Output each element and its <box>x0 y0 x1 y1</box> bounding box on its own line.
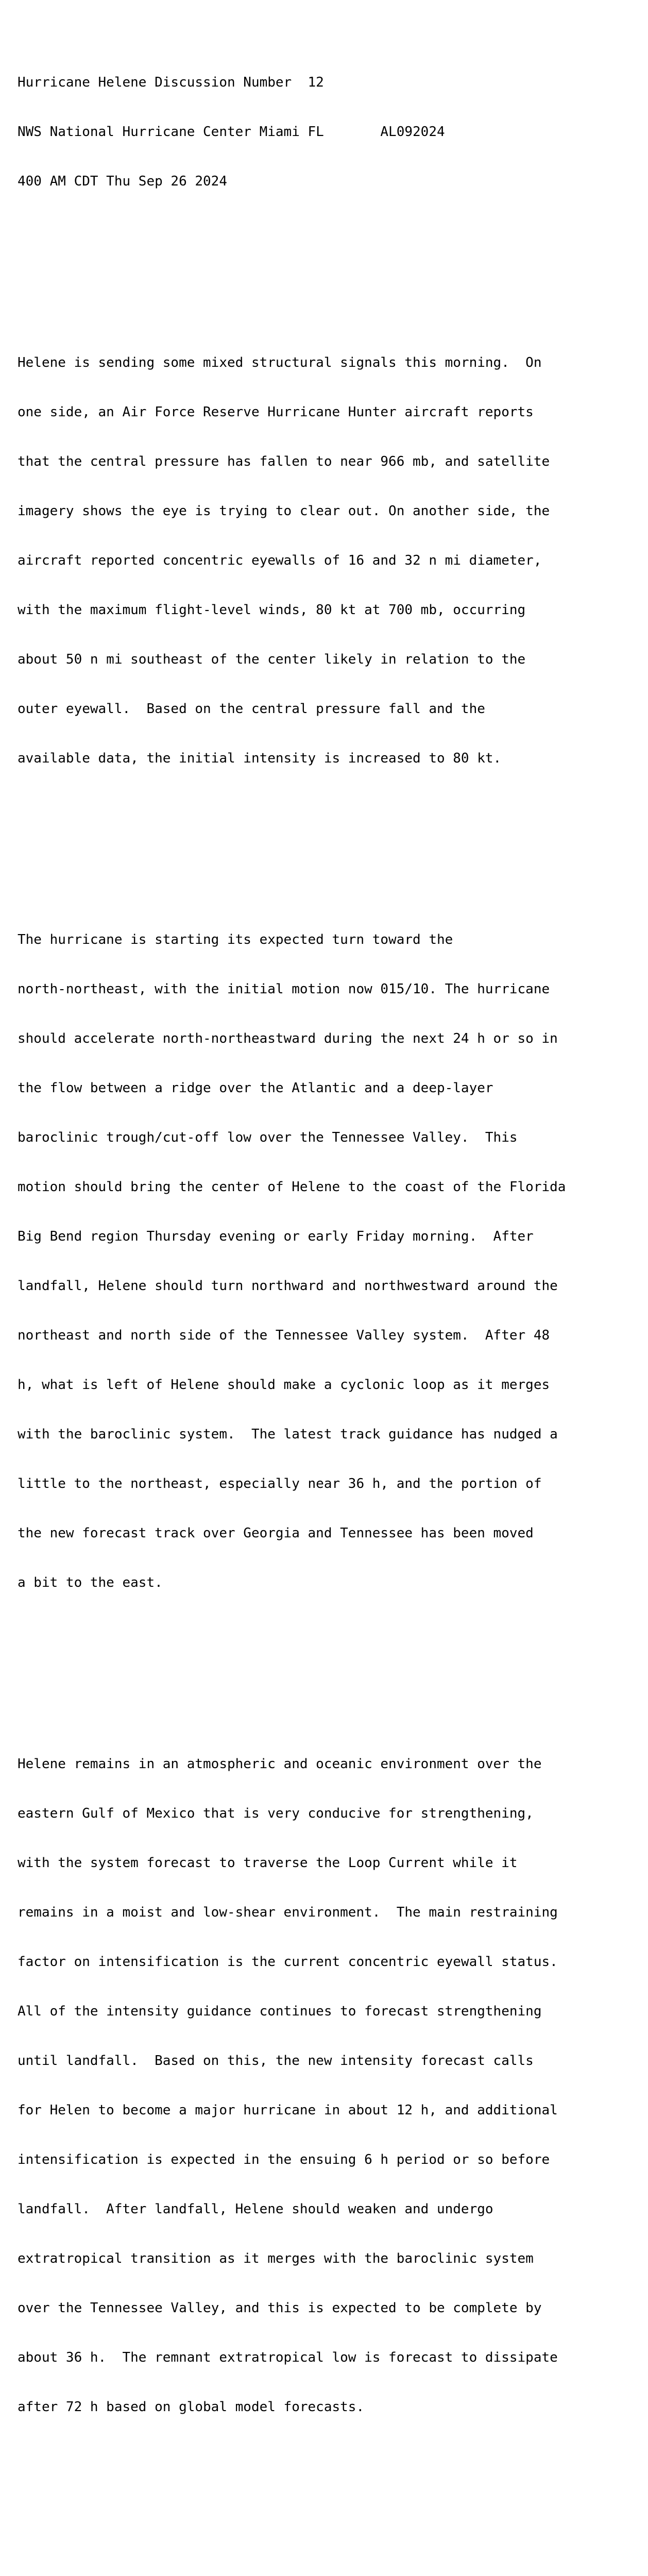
paragraph-line: a bit to the east. <box>18 1575 163 1590</box>
paragraph-line: Helene remains in an atmospheric and oceanic environment over the <box>18 1756 542 1772</box>
paragraph-line: that the central pressure has fallen to near 966 mb, and satellite <box>18 454 550 469</box>
paragraph-line: baroclinic trough/cut-off low over the Tennessee Valley. This <box>18 1130 518 1145</box>
blank-line <box>18 2481 566 2498</box>
blank-line <box>18 256 566 272</box>
blank-line <box>18 1657 566 1673</box>
paragraph-line: the new forecast track over Georgia and Tennessee has been moved <box>18 1526 534 1541</box>
blank-line <box>18 833 566 849</box>
paragraph-line: landfall, Helene should turn northward and northwestward around the <box>18 1278 558 1294</box>
paragraph-line: All of the intensity guidance continues to forecast strengthening <box>18 2004 542 2019</box>
paragraph-line: about 36 h. The remnant extratropical low is forecast to dissipate <box>18 2350 558 2365</box>
paragraph-line: h, what is left of Helene should make a cyclonic loop as it merges <box>18 1377 550 1393</box>
paragraph-line: The hurricane is starting its expected turn toward the <box>18 932 453 947</box>
paragraph-line: over the Tennessee Valley, and this is expected to be complete by <box>18 2300 542 2316</box>
paragraph-line: Helene is sending some mixed structural signals this morning. On <box>18 355 542 370</box>
paragraph-impacts <box>18 2547 566 2576</box>
paragraph-line: imagery shows the eye is trying to clear out. On another side, the <box>18 503 550 519</box>
paragraph-line: landfall. After landfall, Helene should weaken and undergo <box>18 2201 493 2217</box>
header-office-line: NWS National Hurricane Center Miami FL AL092024 <box>18 124 445 140</box>
paragraph-line: outer eyewall. Based on the central pressure fall and the <box>18 701 485 717</box>
paragraph-line: about 50 n mi southeast of the center likely in relation to the <box>18 652 526 667</box>
paragraph-line: motion should bring the center of Helene to the coast of the Florida <box>18 1179 566 1195</box>
paragraph-line: remains in a moist and low-shear environment. The main restraining <box>18 1905 558 1920</box>
discussion-text <box>18 8 566 2576</box>
paragraph-line: the flow between a ridge over the Atlantic and a deep-layer <box>18 1080 493 1096</box>
paragraph-line: with the system forecast to traverse the Loop Current while it <box>18 1855 518 1871</box>
paragraph-line: after 72 h based on global model forecasts. <box>18 2399 365 2415</box>
paragraph-line: north-northeast, with the initial motion now 015/10. The hurricane <box>18 981 550 997</box>
paragraph-line: extratropical transition as it merges with the baroclinic system <box>18 2251 534 2266</box>
paragraph-line: until landfall. Based on this, the new intensity forecast calls <box>18 2053 534 2069</box>
paragraph-line: factor on intensification is the current concentric eyewall status. <box>18 1954 558 1970</box>
paragraph-line: eastern Gulf of Mexico that is very conducive for strengthening, <box>18 1806 534 1821</box>
paragraph-line: Big Bend region Thursday evening or early Friday morning. After <box>18 1229 534 1244</box>
paragraph-line: northeast and north side of the Tennessee Valley system. After 48 <box>18 1328 550 1343</box>
paragraph-line: little to the northeast, especially near 36 h, and the portion of <box>18 1476 542 1492</box>
discussion-header <box>18 41 566 223</box>
paragraph-line: with the baroclinic system. The latest track guidance has nudged a <box>18 1427 558 1442</box>
paragraph-line: with the maximum flight-level winds, 80 kt at 700 mb, occurring <box>18 602 526 618</box>
paragraph-line: aircraft reported concentric eyewalls of 16 and 32 n mi diameter, <box>18 553 542 568</box>
header-time-line: 400 AM CDT Thu Sep 26 2024 <box>18 174 227 189</box>
paragraph-intensity <box>18 1723 566 2448</box>
paragraph-line: available data, the initial intensity is increased to 80 kt. <box>18 751 502 766</box>
paragraph-line: should accelerate north-northeastward during the next 24 h or so in <box>18 1031 558 1046</box>
paragraph-line: for Helen to become a major hurricane in about 12 h, and additional <box>18 2103 558 2118</box>
paragraph-track <box>18 899 566 1624</box>
header-title-line: Hurricane Helene Discussion Number 12 <box>18 75 324 90</box>
paragraph-line: intensification is expected in the ensuing 6 h period or so before <box>18 2152 550 2167</box>
paragraph-structure <box>18 321 566 800</box>
paragraph-line: one side, an Air Force Reserve Hurricane Hunter aircraft reports <box>18 404 534 420</box>
